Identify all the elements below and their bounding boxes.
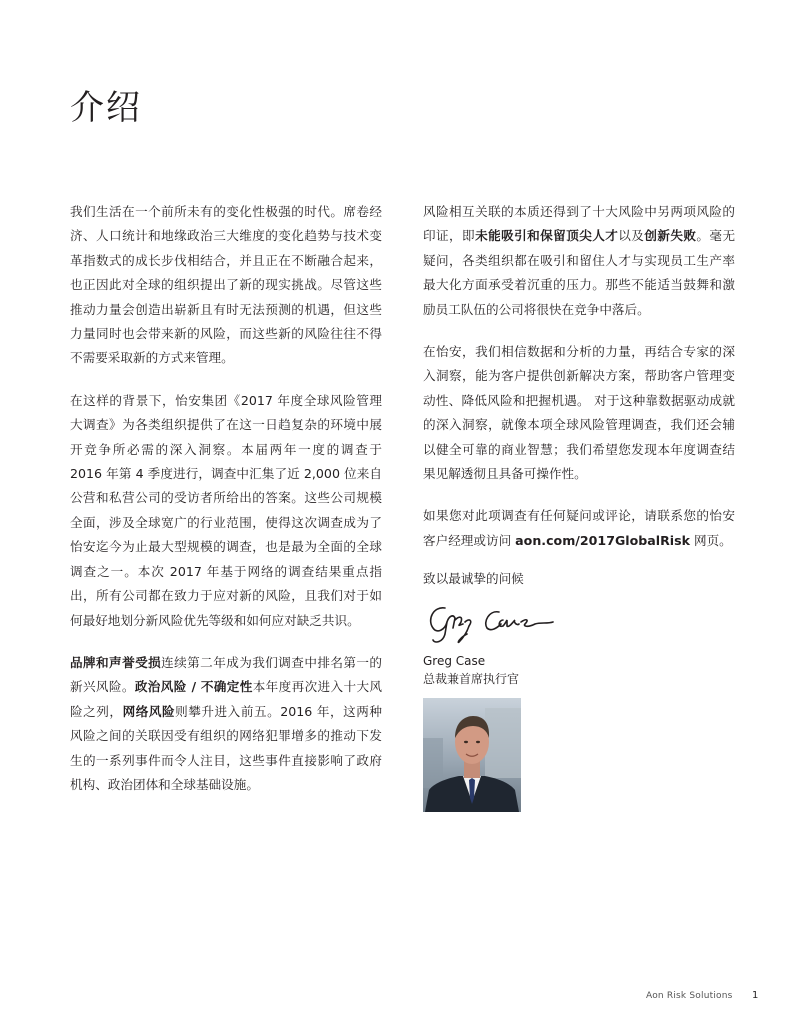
- text-segment: 。毫无疑问，各类组织都在吸引和留住人才与实现员工生产率最大化方面承受着沉重的压力。那些不能适当鼓舞和激励员工队伍的公司将很快在竞争中落后。: [423, 228, 736, 317]
- bold-cyber-risk: 网络风险: [122, 703, 176, 719]
- left-column: [70, 200, 382, 815]
- signature-image: [423, 598, 558, 646]
- footer-brand: Aon Risk Solutions: [646, 991, 733, 1001]
- paragraph-data-analytics: 在怡安，我们相信数据和分析的力量，再结合专家的深入洞察，能为客户提供创新解决方案，帮助客户管理变动性、降低风险和把握机遇。 对于这种靠数据驱动成就的深入洞察，就像本项全球风险管理调查，我们还会辅以健全可靠的商业智慧；我们希望您发现本年度调查结果见解透彻且具备可操作性。: [423, 344, 735, 482]
- survey-link[interactable]: aon.com/2017GlobalRisk: [515, 532, 690, 548]
- paragraph-survey-context: 在这样的背景下，怡安集团《2017 年度全球风险管理大调查》为各类组织提供了在这一日趋复杂的环境中展开竞争所必需的深入洞察。本届两年一度的调查于 2016 年第 4 季度进行，调查中汇集了近 2,000 位来自公营和私营公司的受访者所给出的答案。这些公司规模全面，涉及全球宽广的行业范围，使得这次调查成为了怡安迄今为止最大型规模的调查，也是最为全面的全球调查之一。本次 2017 年基于网络的调查结果重点指出，所有公司都在致力于应对新的风险，且我们对于如何最好地划分新风险优先等级和如何应对缺乏共识。: [70, 392, 382, 628]
- paragraph-intro: 我们生活在一个前所未有的变化性极强的时代。席卷经济、人口统计和地缘政治三大维度的变化趋势与技术变革指数式的成长步伐相结合，并且正在不断融合起来，也正因此对全球的组织提出了新的现实挑战。尽管这些推动力量会创造出崭新且有时无法预测的机遇，但这些力量同时也会带来新的风险，而这些新的风险往往不得不需要采取新的方式来管理。: [70, 204, 382, 366]
- portrait-photo: [423, 698, 521, 812]
- text-segment: 风险相互关联的本质还得到了十大风险中另两项风险的印证，即: [423, 204, 735, 244]
- text-segment: 本年度再次进入十大风险之列，: [70, 679, 383, 719]
- page-title: 介绍: [70, 88, 142, 128]
- closing-greeting: 致以最诚挚的问候: [423, 571, 524, 587]
- signer-title: 总裁兼首席执行官: [423, 671, 520, 686]
- bold-political-risk: 政治风险 / 不确定性: [134, 679, 253, 695]
- text-segment: 则攀升进入前五。2016 年，这两种风险之间的关联因受有组织的网络犯罪增多的推动下发生的一系列事件而令人注目，这些事件直接影响了政府机构、政治团体和全球基础设施。: [70, 703, 382, 792]
- paragraph-top-risks: [70, 651, 382, 797]
- bold-talent-risk: 未能吸引和保留顶尖人才: [475, 228, 619, 244]
- bold-brand-reputation: 品牌和声誉受损: [70, 654, 162, 670]
- text-segment: 以及: [618, 228, 645, 244]
- paragraph-contact: [423, 504, 735, 553]
- text-segment: 网页。: [689, 532, 732, 548]
- signer-name: Greg Case: [423, 653, 486, 668]
- page-number: 1: [752, 990, 759, 1001]
- text-segment: 连续第二年成为我们调查中排名第一的新兴风险。: [70, 654, 383, 695]
- bold-innovation-risk: 创新失败: [644, 228, 697, 244]
- right-column: [423, 200, 735, 812]
- paragraph-interconnected-risks: [423, 200, 735, 322]
- text-segment: 如果您对此项调查有任何疑问或评论，请联系您的怡安客户经理或访问: [423, 508, 735, 548]
